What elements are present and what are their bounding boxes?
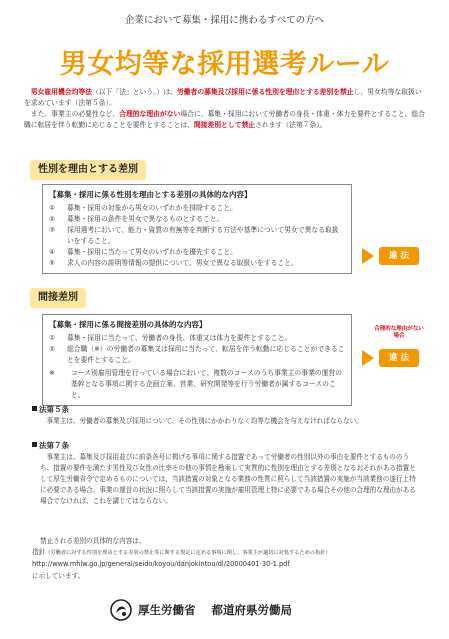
gender-discrimination-box: [42, 184, 352, 274]
illegal-badge: 違 法: [379, 247, 419, 265]
reference-outro: に示しています。: [32, 572, 85, 580]
intro-text-span: （以下「法」という。）は、: [91, 88, 177, 96]
box-title: 【募集・採用に係る性別を理由とする差別の具体的な内容】: [49, 190, 252, 199]
footer-org-ministry: 厚生労働省: [138, 603, 196, 617]
guideline-title: （労働者に対する性別を理由とする差別の禁止等に関する規定に定める事項に関し、事業主が適切に対処するための指針）: [45, 550, 331, 556]
footer: [110, 599, 292, 621]
list-item: [49, 344, 345, 366]
item-text: 総合職（※）の労働者の募集又は採用に当たって、転居を伴う転勤に応じることができることを要件とすること。: [67, 345, 345, 364]
illegal-badge: 違 法: [379, 349, 419, 367]
note-text: コース別雇用管理を行っている場合において、複数のコースのうち事業主の事業の運営の基幹となる事項に関する企画立案、営業、研究開発等を行う労働者が属するコースのこと。: [71, 369, 343, 399]
intro-paragraph-1: [24, 87, 426, 109]
item-text: 募集・採用の対象から男女のいずれかを排除すること。: [67, 204, 237, 212]
note-marker: ※: [49, 369, 55, 377]
item-number: ③: [49, 226, 56, 234]
box-title: 【募集・採用に係る間接差別の具体的な内容】: [49, 320, 207, 329]
item-text: 募集・採用に当たって、労働者の身長、体重又は体力を要件とすること。: [67, 334, 292, 342]
list-item: [49, 258, 345, 269]
item-number: ①: [49, 204, 56, 212]
list-item: [49, 214, 345, 225]
item-text: 募集・採用の条件を男女で異なるものとすること。: [67, 215, 224, 223]
arrow-right-icon: [362, 248, 374, 264]
indirect-discrimination-box: [42, 314, 352, 406]
prohibition-emphasis: 労働者の募集及び採用に係る性別を理由とする差別を禁止: [176, 88, 354, 96]
list-item: [49, 203, 345, 214]
intro-text-span: し、男女均等な取扱いを求めています（法第５条）。: [24, 88, 422, 107]
item-list: [49, 203, 345, 269]
item-text: 採用選考において、能力・資質の有無等を判断する方法や基準について男女で異なる取扱いをすること。: [67, 226, 339, 245]
list-item: [49, 333, 345, 344]
no-reasonable-cause-emphasis: 合理的な理由がない: [119, 110, 181, 118]
note-item: [49, 368, 345, 401]
law-article-7-heading: 法第７条: [32, 440, 69, 451]
page-subtitle: 企業において募集・採用に携わるすべての方へ: [124, 15, 325, 26]
arrow-right-icon: [362, 350, 374, 366]
law-name: 男女雇用機会均等法: [30, 88, 92, 96]
indirect-discrimination-emphasis: 間接差別として禁止: [193, 121, 256, 129]
section-heading-gender-discrimination: 性別を理由とする差別: [30, 160, 146, 180]
reference-url[interactable]: http://www.mhlw.go.jp/general/seido/koyou/danjokintou/dl/20000401-30-1.pdf: [32, 560, 290, 568]
list-item: [49, 247, 345, 258]
guideline-label: 指針: [32, 548, 46, 556]
item-number: ①: [49, 334, 56, 342]
badge-condition-note: 合理的な理由がない場合: [374, 326, 424, 339]
item-number: ②: [49, 215, 56, 223]
item-text: 募集・採用に当たって男女のいずれかを優先すること。: [67, 248, 237, 256]
item-number: ④: [49, 248, 56, 256]
intro-text: [24, 87, 426, 131]
footer-org-prefectural: 都道府県労働局: [211, 603, 292, 617]
item-number: ⑤: [49, 259, 56, 267]
item-text: 求人の内容の説明等情報の提供について、男女で異なる取扱いをすること。: [67, 259, 298, 267]
ministry-logo-icon: [110, 599, 132, 621]
intro-paragraph-2: [24, 109, 426, 131]
law-article-5-heading: 法第５条: [32, 404, 69, 415]
section-heading-indirect-discrimination: 間接差別: [30, 288, 86, 308]
reference-guideline: [32, 547, 331, 559]
intro-text-span: また、事業主の必要性など、: [30, 110, 120, 118]
law-article-5-body: 事業主は、労働者の募集及び採用について、その性別にかかわりなく均等な機会を与えなければならない。: [46, 417, 363, 425]
intro-text-span: されます（法第７条）。: [255, 121, 327, 129]
law-article-7-body: 事業主は、募集及び採用並びに前条各号に掲げる事項に関する措置であって労働者の性別以外の事由を要件とするもののうち、措置の要件を満たす男性及び女性の比率その他の事情を勘案して実質的に性別を理由とする差別となるおそれがある措置として厚生労働省令で定めるものについては、当該措置の対象となる業務の性質に照らして当該措置の実施が当該業務の遂行上特に必要である場合、事業の運営の状況に照らして当該措置の実施が雇用管理上特に必要である場合その他の合理的な理由がある場合でなければ、これを講じてはならない。: [40, 453, 416, 505]
list-item: [49, 225, 345, 247]
item-list: [49, 333, 345, 366]
reference-intro: 禁止される差別の具体的な内容は、: [40, 537, 146, 545]
intro-text-span: 場合に、募集・採用において労働者の身長・体重・体力を要件とすること、総合職に転居を伴う転勤に応じることを要件とすることは、: [24, 110, 426, 129]
page-title: 男女均等な採用選考ルール: [59, 49, 390, 80]
item-number: ②: [49, 345, 56, 353]
